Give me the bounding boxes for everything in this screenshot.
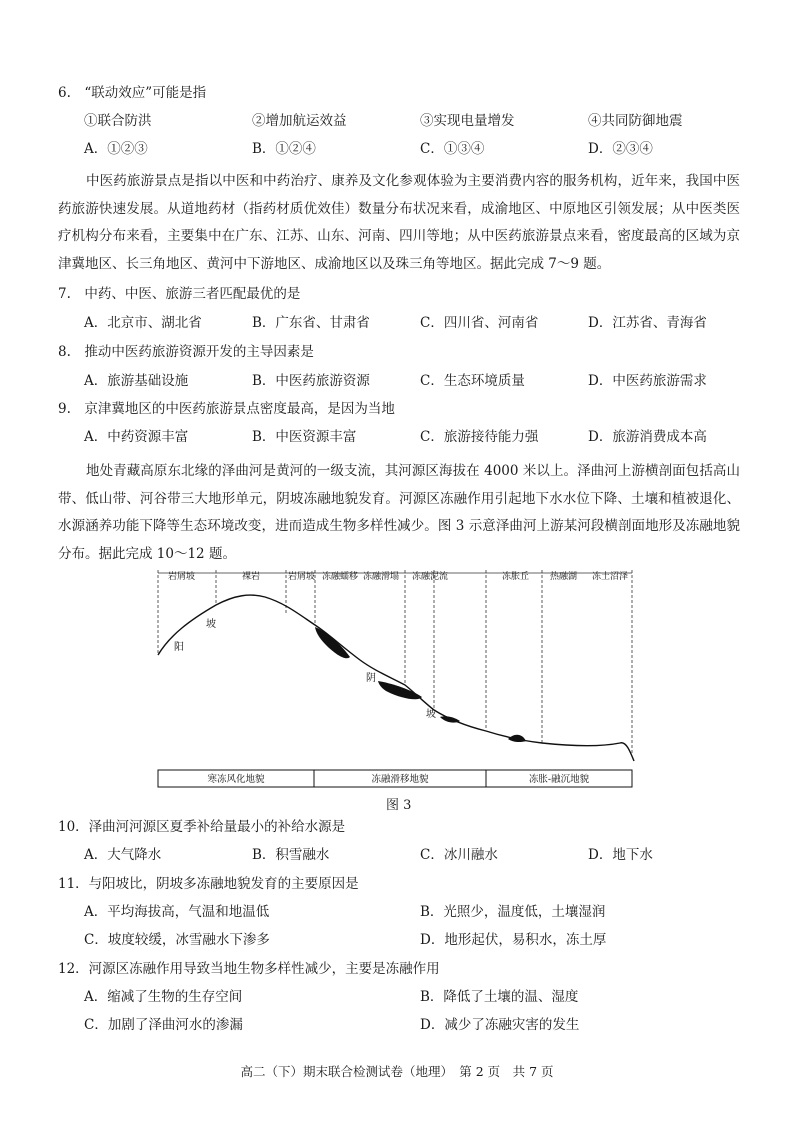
q8-option-a: A．旅游基础设施: [84, 373, 189, 389]
q12-stem: 12．河源区冻融作用导致当地生物多样性减少，主要是冻融作用: [58, 961, 440, 977]
label-permafrost-swamp: 冻土沼泽: [592, 572, 629, 582]
q9-option-b: B．中医资源丰富: [252, 429, 357, 445]
q6-option-a: A．①②③: [84, 141, 148, 157]
q10-option-d: D．地下水: [588, 847, 653, 863]
label-freeze-thaw-creep: 冻融蠕移: [322, 572, 359, 582]
label-debris-slope-2: 岩屑坡: [288, 572, 316, 582]
q9-option-d: D．旅游消费成本高: [588, 429, 707, 445]
label-frost-mound: 冻胀丘: [502, 572, 530, 582]
label-freeze-thaw-slump: 冻融滑塌: [363, 572, 400, 582]
q6-option-c: C．①③④: [420, 141, 485, 157]
q7-option-d: D．江苏省、青海省: [588, 315, 707, 331]
q7-option-b: B．广东省、甘肃省: [252, 315, 370, 331]
q12-option-a: A．缩减了生物的生存空间: [84, 989, 243, 1005]
label-shady-slope-po: 坡: [426, 709, 436, 720]
q10-option-c: C．冰川融水: [420, 847, 498, 863]
passage-zequ-river: 地处青藏高原东北缘的泽曲河是黄河的一级支流，其河源区海拔在 4000 米以上。泽曲河上游横剖面包括高山带、低山带、河谷带三大地形单元，阴坡冻融地貌发育。河源区冻融作用引起地下水水位下降、土壤和植被退化、水源涵养功能下降等生态环境改变，进而造成生物多样性减少。图 3 示意泽曲河上游某河段横剖面地形及冻融地貌分布。据此完成 10～12 题。: [58, 463, 740, 562]
q6-item-2: ②增加航运效益: [252, 113, 347, 129]
q11-option-c: C．坡度较缓，冰雪融水下渗多: [84, 932, 270, 948]
q10-stem: 10．泽曲河河源区夏季补给量最小的补给水源是: [58, 819, 346, 835]
q8-option-b: B．中医药旅游资源: [252, 373, 370, 389]
q9-option-c: C．旅游接待能力强: [420, 429, 539, 445]
figure-3-cross-section: [150, 565, 640, 790]
figure-caption: 图 3: [386, 798, 412, 813]
q10-option-a: A．大气降水: [84, 847, 162, 863]
label-freeze-thaw-slide-landform: 冻融滑移地貌: [371, 774, 429, 785]
q12-option-d: D．减少了冻融灾害的发生: [420, 1017, 580, 1033]
q6-item-3: ③实现电量增发: [420, 113, 515, 129]
q9-option-a: A．中药资源丰富: [84, 429, 189, 445]
label-debris-slope-1: 岩屑坡: [168, 572, 196, 582]
label-sunny-slope-yang: 阳: [174, 642, 184, 653]
q11-option-a: A．平均海拔高，气温和地温低: [84, 904, 270, 920]
q9-stem: 9. 京津冀地区的中医药旅游景点密度最高，是因为当地: [58, 401, 395, 417]
q7-option-c: C．四川省、河南省: [420, 315, 539, 331]
q6-option-b: B．①②④: [252, 141, 316, 157]
q8-option-d: D．中医药旅游需求: [588, 373, 707, 389]
q12-option-b: B．降低了土壤的温、湿度: [420, 989, 579, 1005]
q12-option-c: C．加剧了泽曲河水的渗漏: [84, 1017, 243, 1033]
q6-item-1: ①联合防洪: [84, 113, 152, 129]
q6-item-4: ④共同防御地震: [588, 113, 683, 129]
label-sunny-slope-po: 坡: [206, 619, 216, 630]
passage-tcm-tourism: 中医药旅游景点是指以中医和中药治疗、康养及文化参观体验为主要消费内容的服务机构，近年来，我国中医药旅游快速发展。从道地药材（指药材质优效佳）数量分布状况来看，成渝地区、中原地区引领发展；从中医类医疗机构分布来看，主要集中在广东、江苏、山东、河南、四川等地；从中医药旅游景点来看，密度最高的区域为京津冀地区、长三角地区、黄河中下游地区、成渝地区以及珠三角等地区。据此完成 7～9 题。: [58, 173, 740, 272]
q7-stem: 7. 中药、中医、旅游三者匹配最优的是: [58, 286, 301, 302]
q6-option-d: D．②③④: [588, 141, 653, 157]
label-thermokarst-lake: 热融湖: [550, 572, 578, 582]
q6-stem: 6. “联动效应”可能是指: [58, 85, 207, 101]
q11-option-d: D．地形起伏，易积水，冻土厚: [420, 932, 607, 948]
q8-stem: 8. 推动中医药旅游资源开发的主导因素是: [58, 344, 314, 360]
q8-option-c: C．生态环境质量: [420, 373, 525, 389]
q10-option-b: B．积雪融水: [252, 847, 330, 863]
q11-stem: 11．与阳坡比，阴坡多冻融地貌发育的主要原因是: [58, 876, 359, 892]
q7-option-a: A．北京市、湖北省: [84, 315, 202, 331]
page-footer: 高二（下）期末联合检测试卷（地理） 第 2 页 共 7 页: [240, 1064, 554, 1079]
label-freeze-thaw-mudflow: 冻融泥流: [412, 572, 449, 582]
label-frost-weathering-landform: 寒冻风化地貌: [207, 774, 265, 785]
label-shady-slope-yin: 阴: [366, 673, 376, 684]
label-frost-heave-landform: 冻胀-融沉地貌: [528, 774, 590, 785]
label-bare-rock: 裸岩: [242, 572, 261, 582]
q11-option-b: B．光照少，温度低，土壤湿润: [420, 904, 606, 920]
